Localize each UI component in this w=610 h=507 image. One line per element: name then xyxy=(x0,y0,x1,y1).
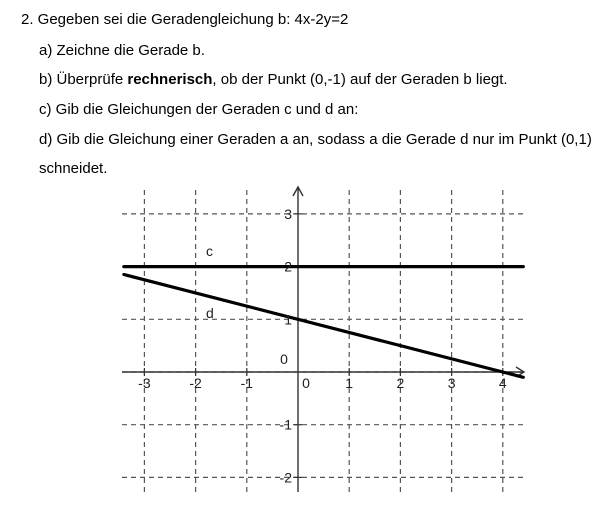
series-lines xyxy=(124,267,523,378)
y-tick-label: 2 xyxy=(284,258,292,275)
y-tick-label: -1 xyxy=(279,416,292,433)
line-label-c: c xyxy=(206,243,213,259)
x-tick-label: 1 xyxy=(345,375,354,391)
y-tick-label: 3 xyxy=(284,205,292,222)
axes xyxy=(122,187,524,492)
part-b-pre: b) Überprüfe xyxy=(39,71,128,88)
y-tick-label: -2 xyxy=(279,469,292,486)
x-tick-label: 3 xyxy=(447,375,456,391)
x-tick-label: -3 xyxy=(138,375,151,391)
y-tick-label: 1 xyxy=(284,311,292,328)
x-tick-label: -2 xyxy=(189,375,202,391)
part-b-bold: rechnerisch xyxy=(127,71,213,88)
exercise-heading: 2. Gegeben sei die Geradengleichung b: 4x-2y=2 xyxy=(21,11,349,28)
part-b-post: , ob der Punkt (0,-1) auf der Geraden b liegt. xyxy=(212,71,508,88)
part-d: d) Gib die Gleichung einer Geraden a an, sodass a die Gerade d nur im Punkt (0,1) xyxy=(39,131,592,148)
origin-label: 0 xyxy=(280,351,288,367)
x-tick-label: -1 xyxy=(240,375,254,391)
grid xyxy=(122,190,524,492)
line-label-d: d xyxy=(206,305,214,321)
part-d-continuation: schneidet. xyxy=(39,160,108,177)
x-tick-label: 0 xyxy=(302,375,310,391)
line-d xyxy=(124,275,523,378)
part-c: c) Gib die Gleichungen der Geraden c und d an: xyxy=(39,101,359,118)
part-a: a) Zeichne die Gerade b. xyxy=(39,42,205,59)
x-tick-label: 2 xyxy=(396,375,405,391)
x-tick-label: 4 xyxy=(498,375,507,391)
